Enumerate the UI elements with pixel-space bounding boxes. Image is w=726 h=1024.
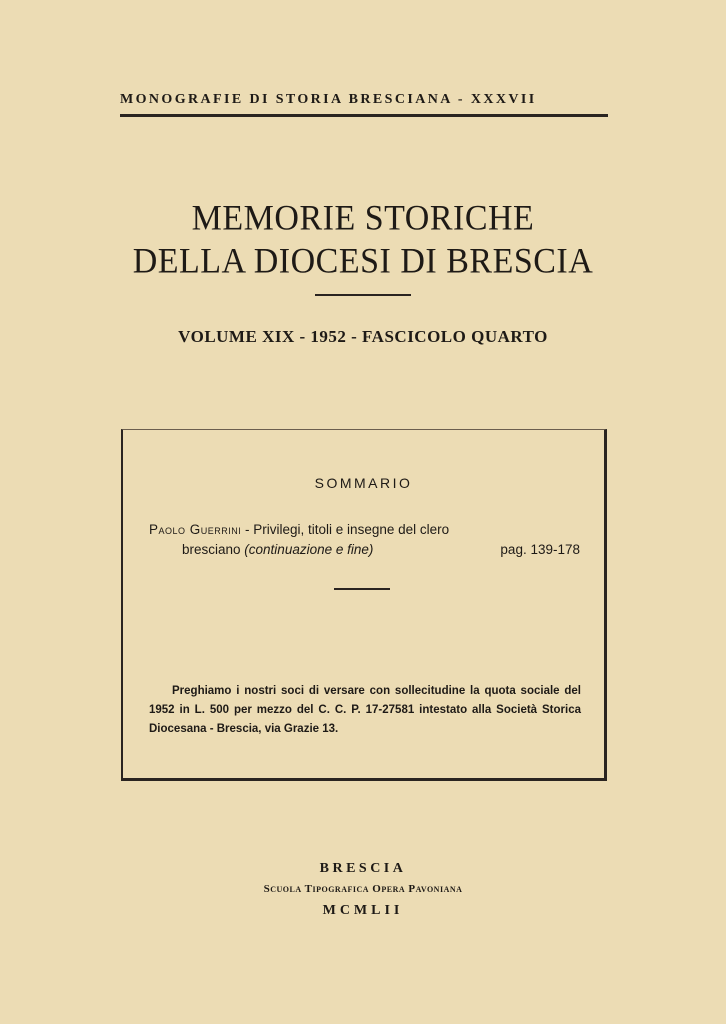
notice-society: Società Storica Diocesana - Brescia, via Grazie 13.: [149, 704, 581, 735]
entry-title-part-1: - Privilegi, titoli e insegne del clero: [241, 522, 450, 537]
notice-text: Preghiamo i nostri soci di versare con sollecitudine la quota sociale del 1952 in L. 500 per mezzo del C. C. P. 17-27581 intestato alla: [149, 685, 581, 716]
publisher-printer: Scuola Tipografica Opera Pavoniana: [263, 883, 463, 895]
publisher-city: BRESCIA: [319, 861, 407, 876]
summary-divider: [334, 588, 390, 590]
membership-notice: [149, 682, 581, 739]
summary-box: [121, 429, 607, 781]
entry-note: (continuazione e fine): [244, 542, 374, 557]
summary-entry-line-1: [149, 522, 449, 537]
volume-info: VOLUME XIX - 1952 - FASCICOLO QUARTO: [178, 327, 548, 346]
title-divider: [315, 294, 411, 296]
journal-title-line-1: MEMORIE STORICHE: [191, 199, 535, 238]
series-divider: [120, 114, 608, 117]
summary-entry-line-2: [182, 542, 373, 557]
entry-pages: pag. 139-178: [500, 542, 580, 557]
entry-title-part-2: bresciano: [182, 542, 245, 557]
journal-title-line-2: DELLA DIOCESI DI BRESCIA: [132, 242, 594, 281]
entry-author: Paolo Guerrini: [149, 522, 242, 537]
summary-heading: SOMMARIO: [314, 475, 413, 491]
publication-year: MCMLII: [322, 903, 404, 918]
series-title: MONOGRAFIE DI STORIA BRESCIANA - XXXVII: [120, 92, 537, 107]
